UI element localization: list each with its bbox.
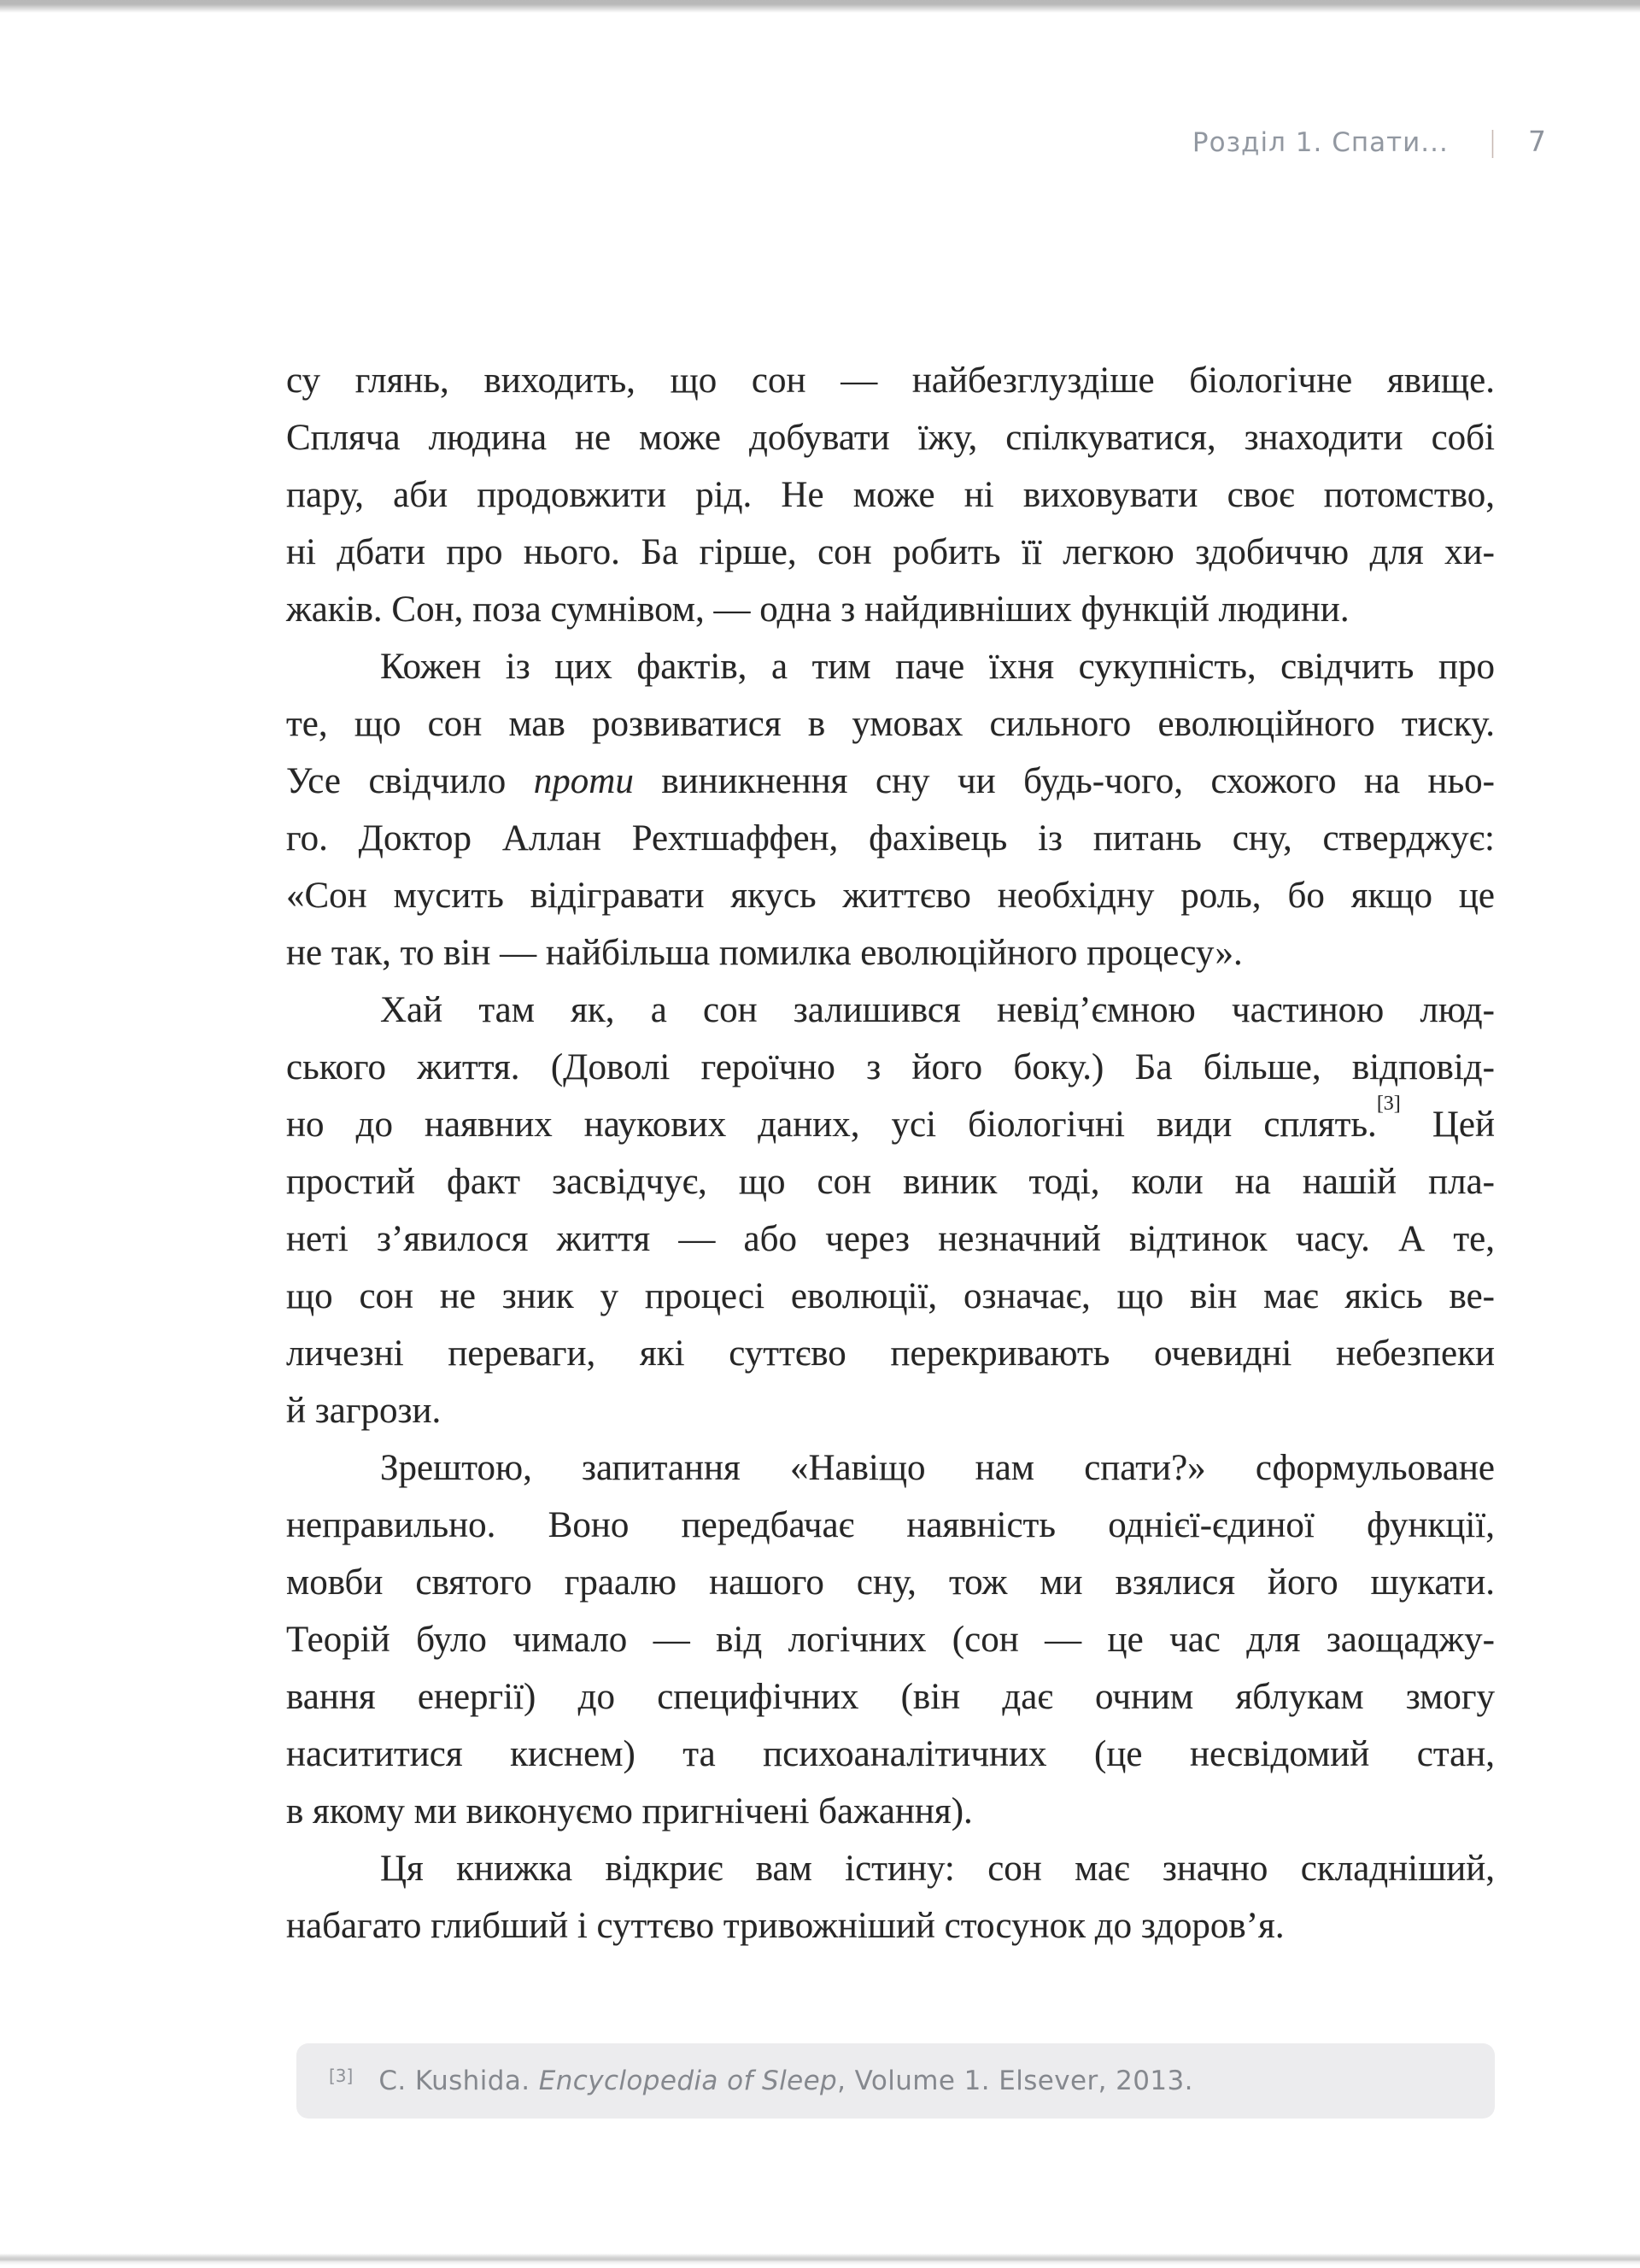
- italic-text: проти: [533, 761, 634, 801]
- text-line: набагато глибший і суттєво тривожніший стосунок до здоров’я.: [286, 1906, 1285, 1946]
- text-line: Хай там як, а сон залишився невід’ємною частиною люд-: [380, 990, 1495, 1030]
- footnote-box: [296, 2043, 1495, 2119]
- text-line: простий факт засвідчує, що сон виник тоді, коли на нашій пла-: [286, 1162, 1495, 1202]
- text-line: в якому ми виконуємо пригнічені бажання).: [286, 1791, 973, 1831]
- text-line: Кожен із цих фактів, а тим паче їхня сукупність, свідчить про: [380, 647, 1495, 687]
- text-line: [286, 753, 1495, 810]
- text-line: [286, 1092, 1496, 1153]
- text-segment: Цей: [1400, 1105, 1496, 1145]
- footnote-reference: [3]: [1376, 1092, 1401, 1115]
- text-line: ні дбати про нього. Ба гірше, сон робить її легкою здобиччю для хи-: [286, 532, 1495, 572]
- text-line: не так, то він — найбільша помилка еволюційного процесу».: [286, 933, 1243, 973]
- text-line: личезні переваги, які суттєво перекривають очевидні небезпеки: [286, 1333, 1495, 1374]
- paragraph: [286, 1439, 1495, 1840]
- text-line: й загрози.: [286, 1391, 442, 1431]
- text-line: вання енергії) до специфічних (він дає очним яблукам змогу: [286, 1677, 1495, 1717]
- text-line: що сон не зник у процесі еволюції, означає, що він має якісь ве-: [286, 1276, 1495, 1316]
- text-line: Ця книжка відкриє вам істину: сон має значно складніший,: [380, 1849, 1495, 1889]
- page-header: [1192, 125, 1546, 158]
- text-line: те, що сон мав розвиватися в умовах сильного еволюційного тиску.: [286, 704, 1495, 744]
- text-line: Теорій було чимало — від логічних (сон — це час для заощаджу-: [286, 1620, 1495, 1660]
- header-separator: |: [1487, 125, 1497, 158]
- text-line: су глянь, виходить, що сон — найбезглуздіше біологічне явище.: [286, 360, 1495, 401]
- text-line: Зрештою, запитання «Навіщо нам спати?» сформульоване: [380, 1448, 1495, 1488]
- paragraph: [286, 982, 1495, 1439]
- paragraph: [286, 352, 1495, 638]
- paragraph: [286, 638, 1495, 982]
- text-line: пару, аби продовжити рід. Не може ні виховувати своє потомство,: [286, 475, 1495, 515]
- footnote-citation-title: Encyclopedia of Sleep: [538, 2066, 838, 2096]
- text-block: [286, 352, 1495, 1954]
- page-number: 7: [1528, 125, 1546, 158]
- chapter-title: Розділ 1. Спати...: [1192, 127, 1449, 158]
- page-bottom-edge: [0, 2253, 1640, 2265]
- footnote-marker: [3]: [329, 2066, 354, 2086]
- text-line: Спляча людина не може добувати їжу, спілкуватися, знаходити собі: [286, 418, 1495, 458]
- text-line: го. Доктор Аллан Рехтшаффен, фахівець із питань сну, стверджує:: [286, 818, 1495, 859]
- footnote-text: [378, 2066, 1193, 2096]
- text-line: насититися киснем) та психоаналітичних (це несвідомий стан,: [286, 1734, 1495, 1774]
- page-top-edge: [0, 0, 1640, 14]
- text-segment: Усе свідчило: [286, 761, 534, 801]
- footnote-citation-author: C. Kushida.: [378, 2066, 539, 2096]
- paragraph: [286, 1840, 1495, 1954]
- text-segment: но до наявних наукових даних, усі біологічні види сплять.: [286, 1105, 1377, 1145]
- text-line: неті з’явилося життя — або через незначний відтинок часу. А те,: [286, 1219, 1495, 1259]
- text-line: неправильно. Воно передбачає наявність однієї-єдиної функції,: [286, 1505, 1495, 1545]
- footnote-citation-rest: , Volume 1. Elsever, 2013.: [837, 2066, 1193, 2096]
- text-line: жаків. Сон, поза сумнівом, — одна з найдивніших функцій людини.: [286, 589, 1350, 630]
- text-line: «Сон мусить відігравати якусь життєво необхідну роль, бо якщо це: [286, 876, 1495, 916]
- text-line: ського життя. (Доволі героїчно з його боку.) Ба більше, відповід-: [286, 1047, 1495, 1087]
- text-segment: виникнення сну чи будь-чого, схожого на ньо-: [633, 761, 1495, 801]
- text-line: мовби святого граалю нашого сну, тож ми взялися його шукати.: [286, 1562, 1495, 1603]
